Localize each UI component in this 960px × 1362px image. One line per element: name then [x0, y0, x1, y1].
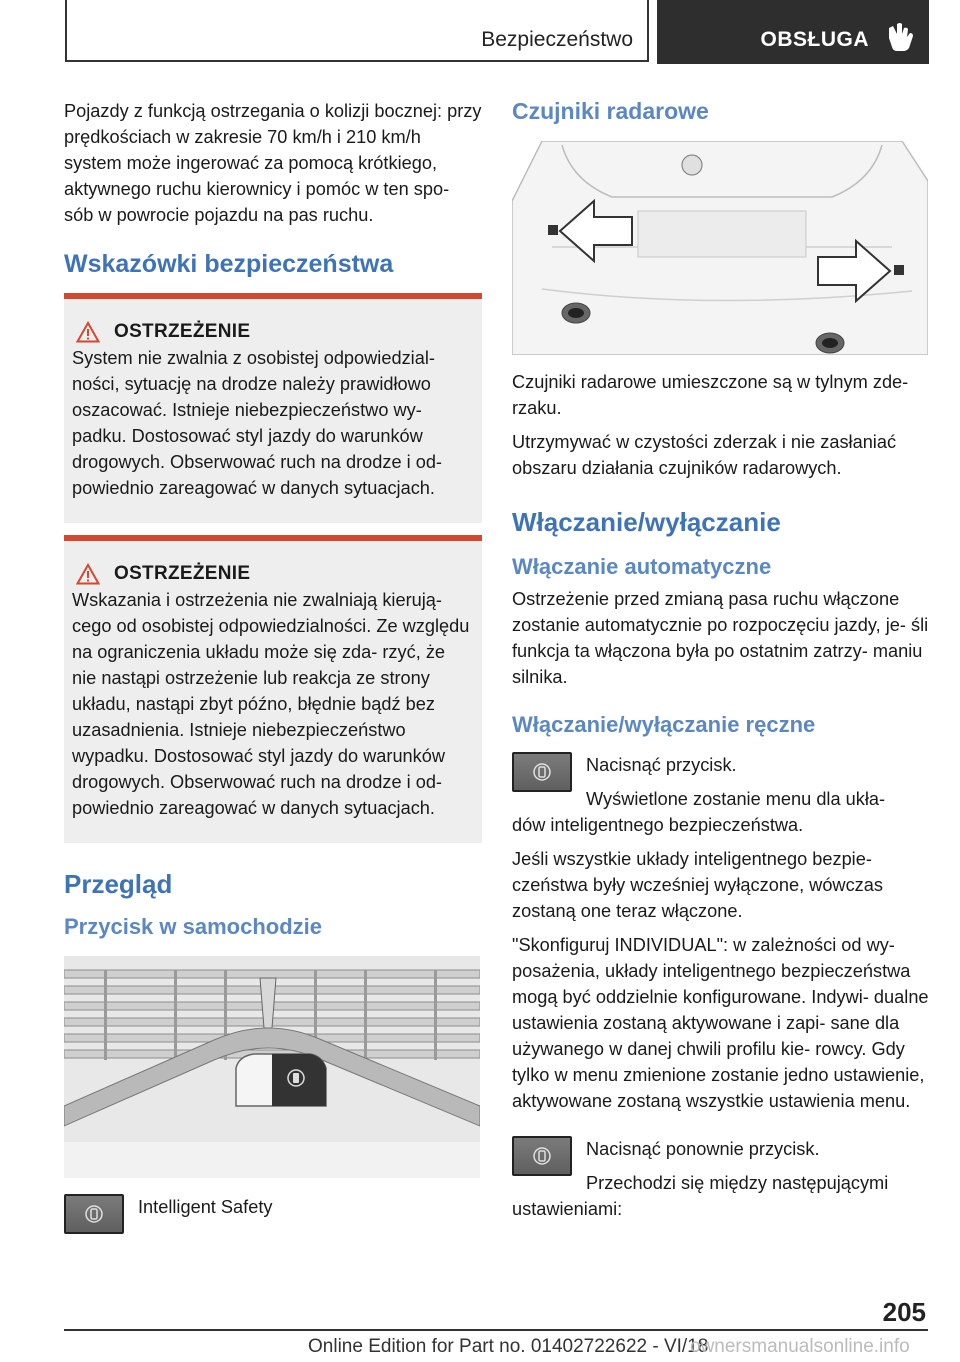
individual-config-text: "Skonfiguruj INDIVIDUAL": w zależności od wy‐ posażenia, układy inteligentnego bezpieczeństwa mogą być oddzielnie konfigurowane. Indywi‐ dualne ustawienia zostaną aktywowane i zapi‐ sane dla używanego w danej chwili profilu kie‐ rowcy. Gdy tylko w menu zmienione zostanie jedno ustawienie, aktywowane zostaną wszystkie ustawienia menu. [512, 935, 929, 1111]
press-again-row [512, 1136, 930, 1196]
overview-heading: Przegląd [64, 869, 173, 899]
intelligent-safety-row [64, 1194, 482, 1234]
intelligent-safety-button-icon [512, 1136, 572, 1176]
chapter-title: OBSŁUGA [760, 28, 869, 51]
side-collision-intro: Pojazdy z funkcją ostrzegania o kolizji bocznej: przy prędkościach w zakresie 70 km/h i 210 km/h system może ingerować za pomocą krótkiego, aktywnego ruchu kierownicy i pomóc w ten spo‐ sób w powrocie pojazdu na pas ruchu. [64, 101, 482, 225]
left-column [64, 98, 482, 1234]
chapter-tab [657, 0, 929, 64]
warning-text: System nie zwalnia z osobistej odpowiedzial‐ ności, sytuację na drodze należy prawidłowo oszacować. Istnieje niebezpieczeństwo wy‐ padku. Dostosować styl jazdy do warunków drogowych. Obserwować ruch na drodze i od‐ powiednio zareagować w danych sytuacjach. [72, 348, 442, 498]
car-shield-icon [84, 1204, 104, 1224]
intelligent-safety-caption: Intelligent Safety [138, 1197, 273, 1217]
radar-location-text: Czujniki radarowe umieszczone są w tylnym zde‐ rzaku. [512, 372, 909, 418]
page-number: 205 [882, 1297, 926, 1327]
press-button-text: Nacisnąć przycisk. [586, 755, 737, 775]
section-tab [65, 0, 649, 62]
menu-shown-line-b: dów inteligentnego bezpieczeństwa. [512, 815, 804, 835]
menu-shown-line-a: Wyświetlone zostanie menu dla ukła‐ [586, 789, 886, 809]
radar-sensors-heading: Czujniki radarowe [512, 98, 709, 124]
press-again-text: Nacisnąć ponownie przycisk. [586, 1139, 820, 1159]
auto-on-heading: Włączanie automatyczne [512, 554, 772, 579]
hand-pointer-icon [883, 20, 917, 54]
safety-heading: Wskazówki bezpieczeństwa [64, 250, 394, 278]
rear-bumper-illustration [512, 141, 928, 355]
watermark: ownersmanualsonline.info [690, 1336, 910, 1357]
all-off-text: Jeśli wszystkie układy inteligentnego bezpie‐ czeństwa były wcześniej wyłączone, wówczas zostaną one teraz włączone. [512, 849, 883, 921]
car-shield-icon [532, 1146, 552, 1166]
button-in-car-heading: Przycisk w samochodzie [64, 914, 322, 939]
warning-triangle-icon [76, 321, 100, 343]
warning-box-2 [64, 535, 482, 843]
warning-title: OSTRZEŻENIE [114, 321, 251, 342]
on-off-heading: Włączanie/wyłączanie [512, 507, 781, 537]
intelligent-safety-button-icon [512, 752, 572, 792]
dashboard-button-illustration [64, 956, 480, 1178]
footer-divider [64, 1329, 928, 1331]
warning-text: Wskazania i ostrzeżenia nie zwalniają kierują‐ cego od osobistej odpowiedzialności. Ze względu na ograniczenia układu może się zda‐ rzyć, że nie nastąpi ostrzeżenie lub reakcja ze strony układu, nastąpi zbyt późno, błędnie bądź bez uzasadnienia. Istnieje niebezpieczeństwo wypadku. Dostosować styl jazdy do warunków drogowych. Obserwować ruch na drodze i od‐ powiednio zareagować w danych sytuacjach. [72, 590, 470, 818]
section-title: Bezpieczeństwo [481, 28, 633, 51]
edition-info: Online Edition for Part no. 01402722622 - VI/18 [308, 1336, 709, 1357]
press-button-row [512, 752, 930, 812]
radar-clean-text: Utrzymywać w czystości zderzak i nie zasłaniać obszaru działania czujników radarowych. [512, 432, 897, 478]
right-column [512, 98, 930, 1230]
intelligent-safety-button-icon [64, 1194, 124, 1234]
manual-on-off-heading: Włączanie/wyłączanie ręczne [512, 712, 816, 737]
warning-box-1 [64, 293, 482, 523]
auto-on-text: Ostrzeżenie przed zmianą pasa ruchu włączone zostanie automatycznie po rozpoczęciu jazdy, je‐ śli funkcja ta włączona była po ostatnim zatrzy‐ maniu silnika. [512, 589, 929, 687]
warning-triangle-icon [76, 563, 100, 585]
car-shield-icon [532, 762, 552, 782]
warning-title: OSTRZEŻENIE [114, 563, 251, 584]
page-header [65, 0, 929, 64]
switch-settings-line-a: Przechodzi się między następującymi [586, 1173, 889, 1193]
switch-settings-line-b: ustawieniami: [512, 1199, 623, 1219]
